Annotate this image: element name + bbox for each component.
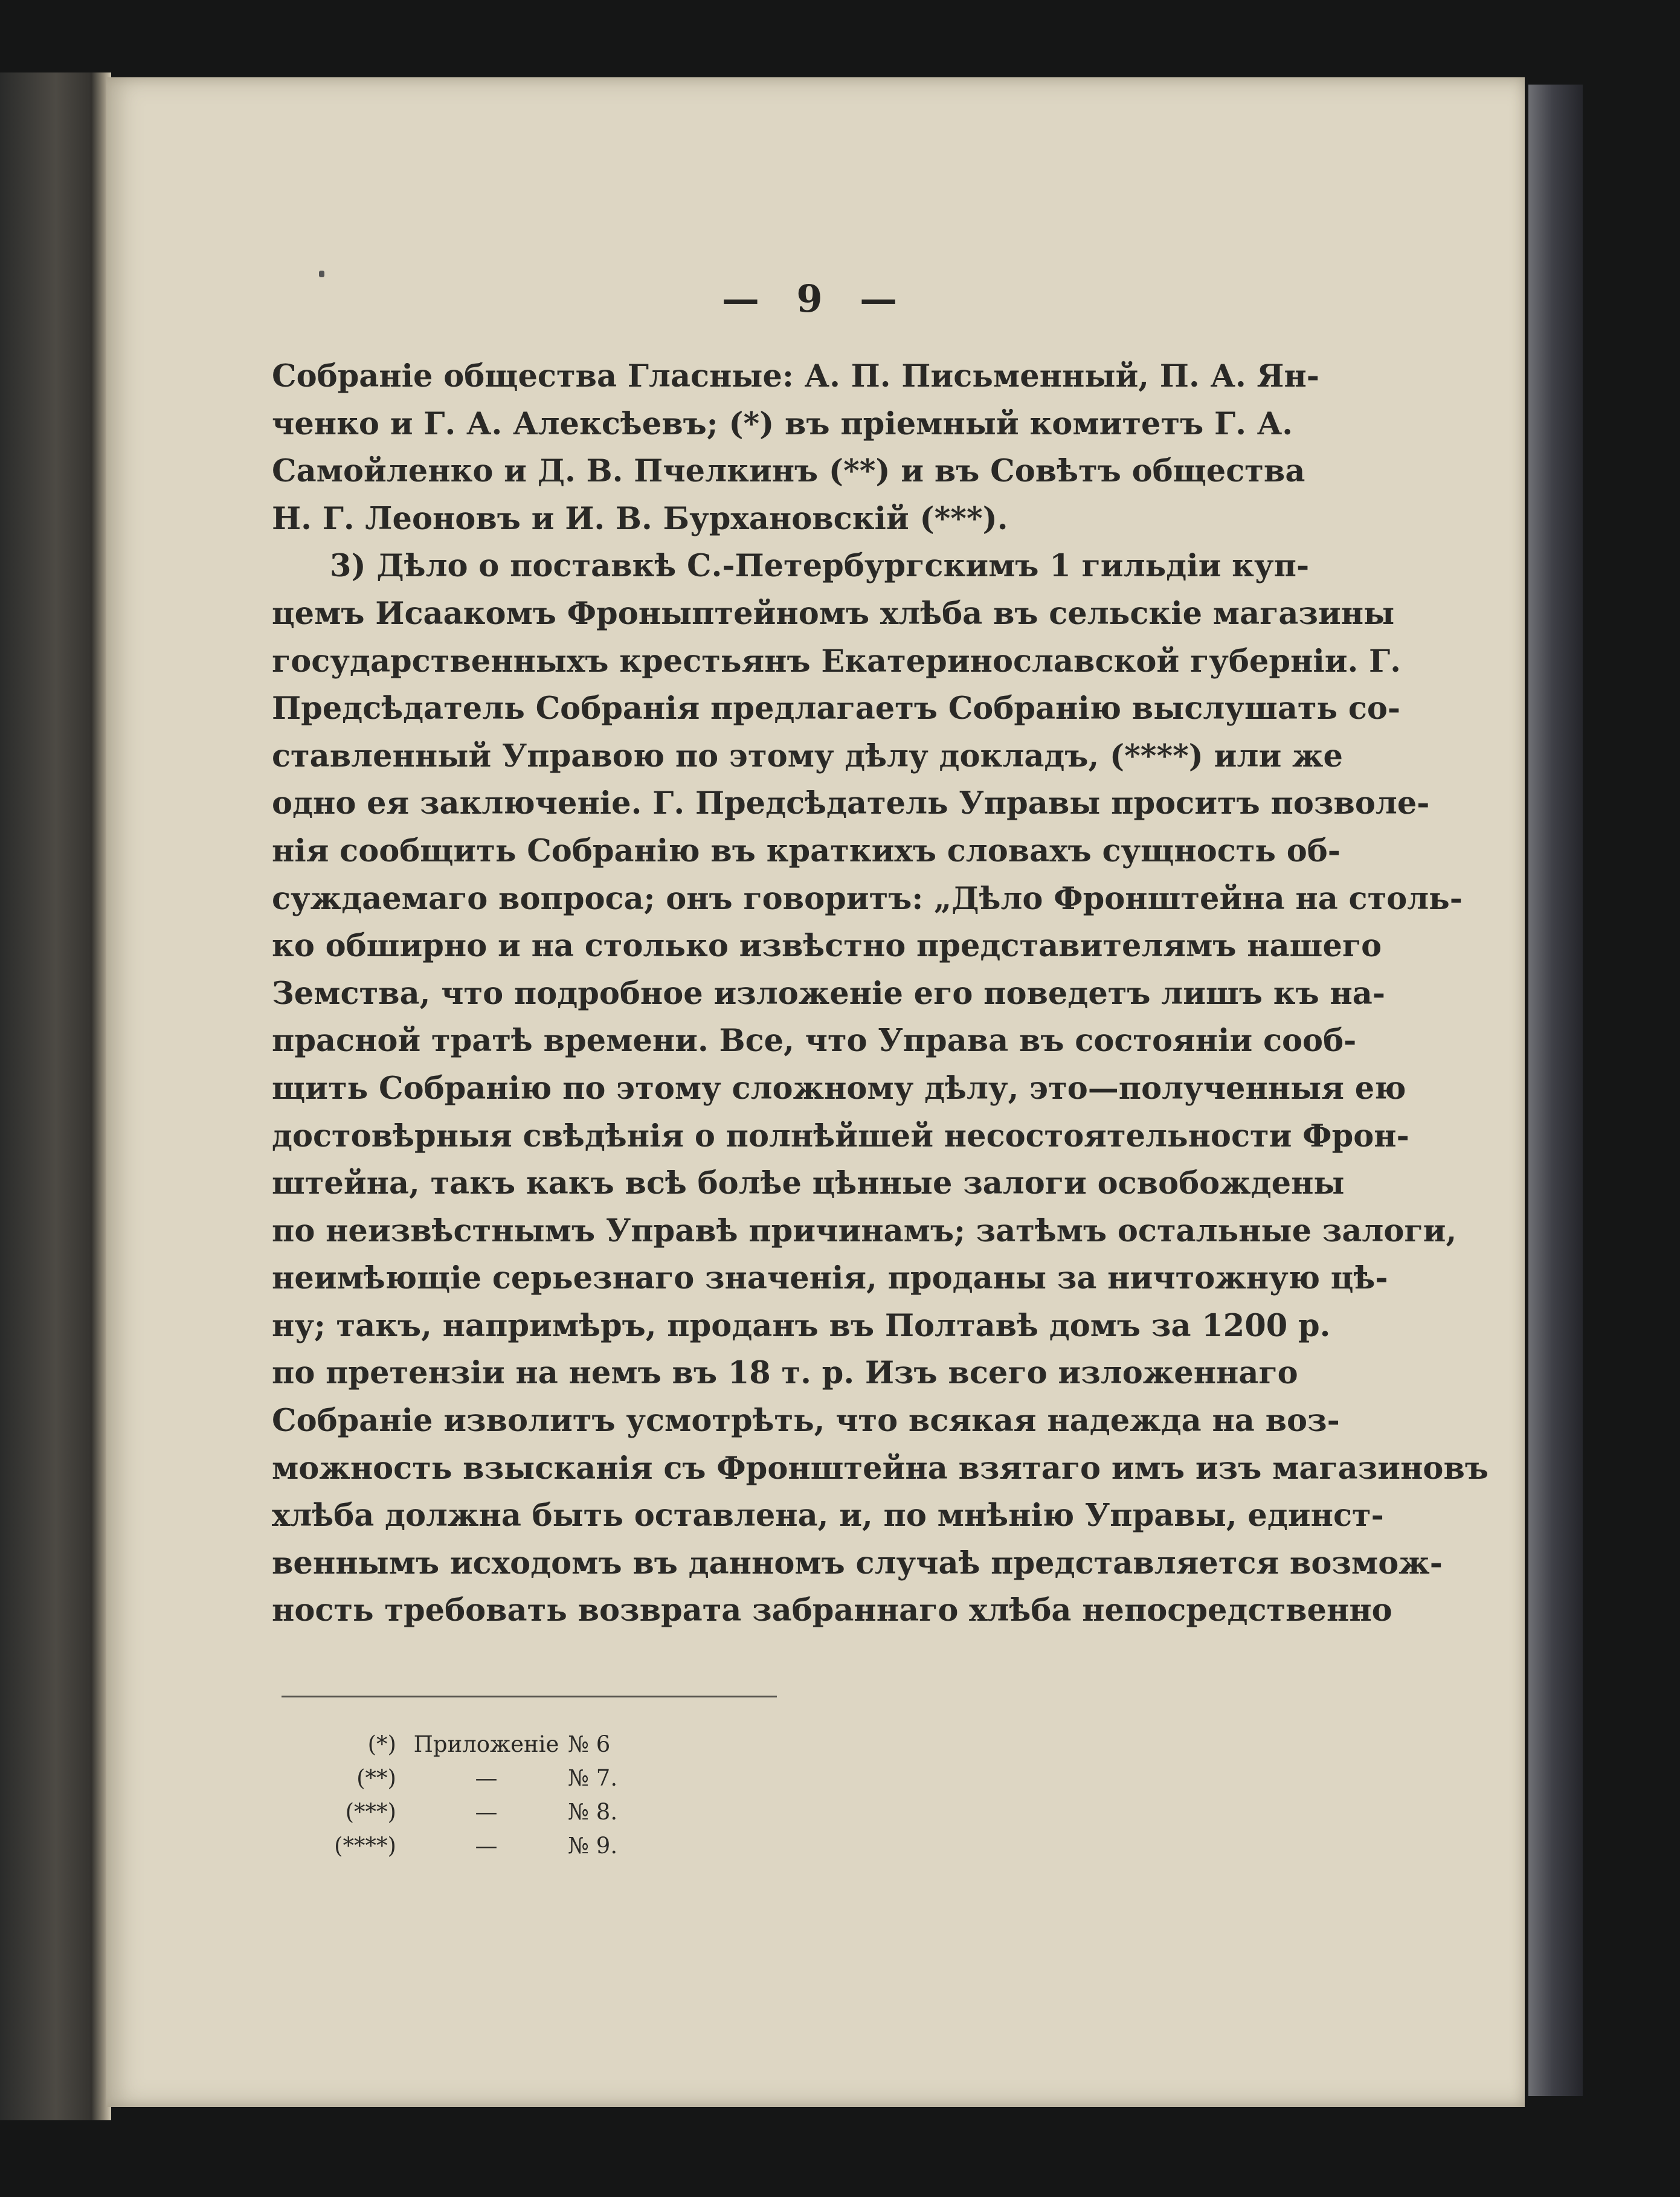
book-page xyxy=(106,77,1525,2107)
footnote-mark: (****) xyxy=(334,1833,396,1859)
text-line: ность требовать возврата забраннаго хлѣба непосредственно xyxy=(272,1592,1392,1629)
text-line: штейна, такъ какъ всѣ болѣе цѣнные залоги освобождены xyxy=(272,1165,1345,1202)
text-line: хлѣба должна быть оставлена, и, по мнѣнію Управы, единст- xyxy=(272,1497,1384,1534)
footnote-item xyxy=(306,1728,634,1761)
footnote-number: № 7. xyxy=(568,1765,618,1791)
text-line: нія сообщить Собранію въ краткихъ словахъ сущность об- xyxy=(272,832,1340,869)
page-number: — 9 — xyxy=(721,277,910,321)
text-line: щить Собранію по этому сложному дѣлу, это—полученныя ею xyxy=(272,1070,1406,1107)
body-text xyxy=(272,353,1489,1635)
text-line: неимѣющіе серьезнаго значенія, проданы за ничтожную цѣ- xyxy=(272,1260,1388,1297)
text-line: Собраніе общества Гласные: А. П. Письменный, П. А. Ян- xyxy=(272,358,1319,394)
text-line: одно ея заключеніе. Г. Предсѣдатель Управы проситъ позволе- xyxy=(272,785,1430,822)
footnote-mark: (***) xyxy=(345,1799,396,1825)
footnote-label: — xyxy=(475,1833,498,1859)
footnote-mark: (**) xyxy=(356,1765,396,1791)
book-cover-edge xyxy=(1528,85,1583,2096)
text-line: Самойленко и Д. В. Пчелкинъ (**) и въ Совѣтъ общества xyxy=(272,453,1305,490)
footnote-label: — xyxy=(475,1765,498,1791)
footnote-mark: (*) xyxy=(367,1731,396,1757)
footnote-label: Приложеніе xyxy=(413,1731,559,1757)
footnote-number: № 9. xyxy=(568,1833,618,1859)
text-line: Предсѣдатель Собранія предлагаетъ Собранію выслушать со- xyxy=(272,690,1401,727)
text-line: по неизвѣстнымъ Управѣ причинамъ; затѣмъ остальные залоги, xyxy=(272,1212,1457,1249)
text-line: цемъ Исаакомъ Фроныптейномъ хлѣба въ сельскіе магазины xyxy=(272,595,1395,632)
text-line: ко обширно и на столько извѣстно представителямъ нашего xyxy=(272,928,1382,965)
footnote-label: — xyxy=(475,1799,498,1825)
text-line: Земства, что подробное изложеніе его поведетъ лишъ къ на- xyxy=(272,975,1385,1012)
footnote-item xyxy=(306,1795,634,1829)
text-line: Н. Г. Леоновъ и И. В. Бурхановскій (***). xyxy=(272,500,1008,537)
left-page-edge xyxy=(0,72,101,2120)
text-line: ставленный Управою по этому дѣлу докладъ, (****) или же xyxy=(272,738,1343,774)
text-line: Собраніе изволитъ усмотрѣть, что всякая надежда на воз- xyxy=(272,1403,1340,1439)
footnote-number: № 8. xyxy=(568,1799,618,1825)
text-line: ну; такъ, напримѣръ, проданъ въ Полтавѣ домъ за 1200 р. xyxy=(272,1307,1331,1344)
text-line: ченко и Г. А. Алексѣевъ; (*) въ пріемный комитетъ Г. А. xyxy=(272,405,1293,442)
text-line: по претензіи на немъ въ 18 т. р. Изъ всего изложеннаго xyxy=(272,1355,1298,1392)
footnote-item xyxy=(306,1829,634,1863)
footnotes xyxy=(306,1728,634,1863)
text-line: можность взысканія съ Фронштейна взятаго имъ изъ магазиновъ xyxy=(272,1450,1489,1487)
footnote-item xyxy=(306,1761,634,1795)
text-line: суждаемаго вопроса; онъ говоритъ: „Дѣло Фронштейна на столь- xyxy=(272,880,1463,917)
text-line: веннымъ исходомъ въ данномъ случаѣ представляется возмож- xyxy=(272,1545,1443,1581)
text-line: прасной тратѣ времени. Все, что Управа въ состояніи сооб- xyxy=(272,1023,1357,1060)
footnote-rule xyxy=(282,1696,777,1697)
text-line: государственныхъ крестьянъ Екатеринославской губерніи. Г. xyxy=(272,643,1401,680)
footnote-number: № 6 xyxy=(568,1731,611,1757)
text-line: 3) Дѣло о поставкѣ С.-Петербургскимъ 1 гильдіи куп- xyxy=(330,548,1310,585)
text-line: достовѣрныя свѣдѣнія о полнѣйшей несостоятельности Фрон- xyxy=(272,1118,1409,1154)
